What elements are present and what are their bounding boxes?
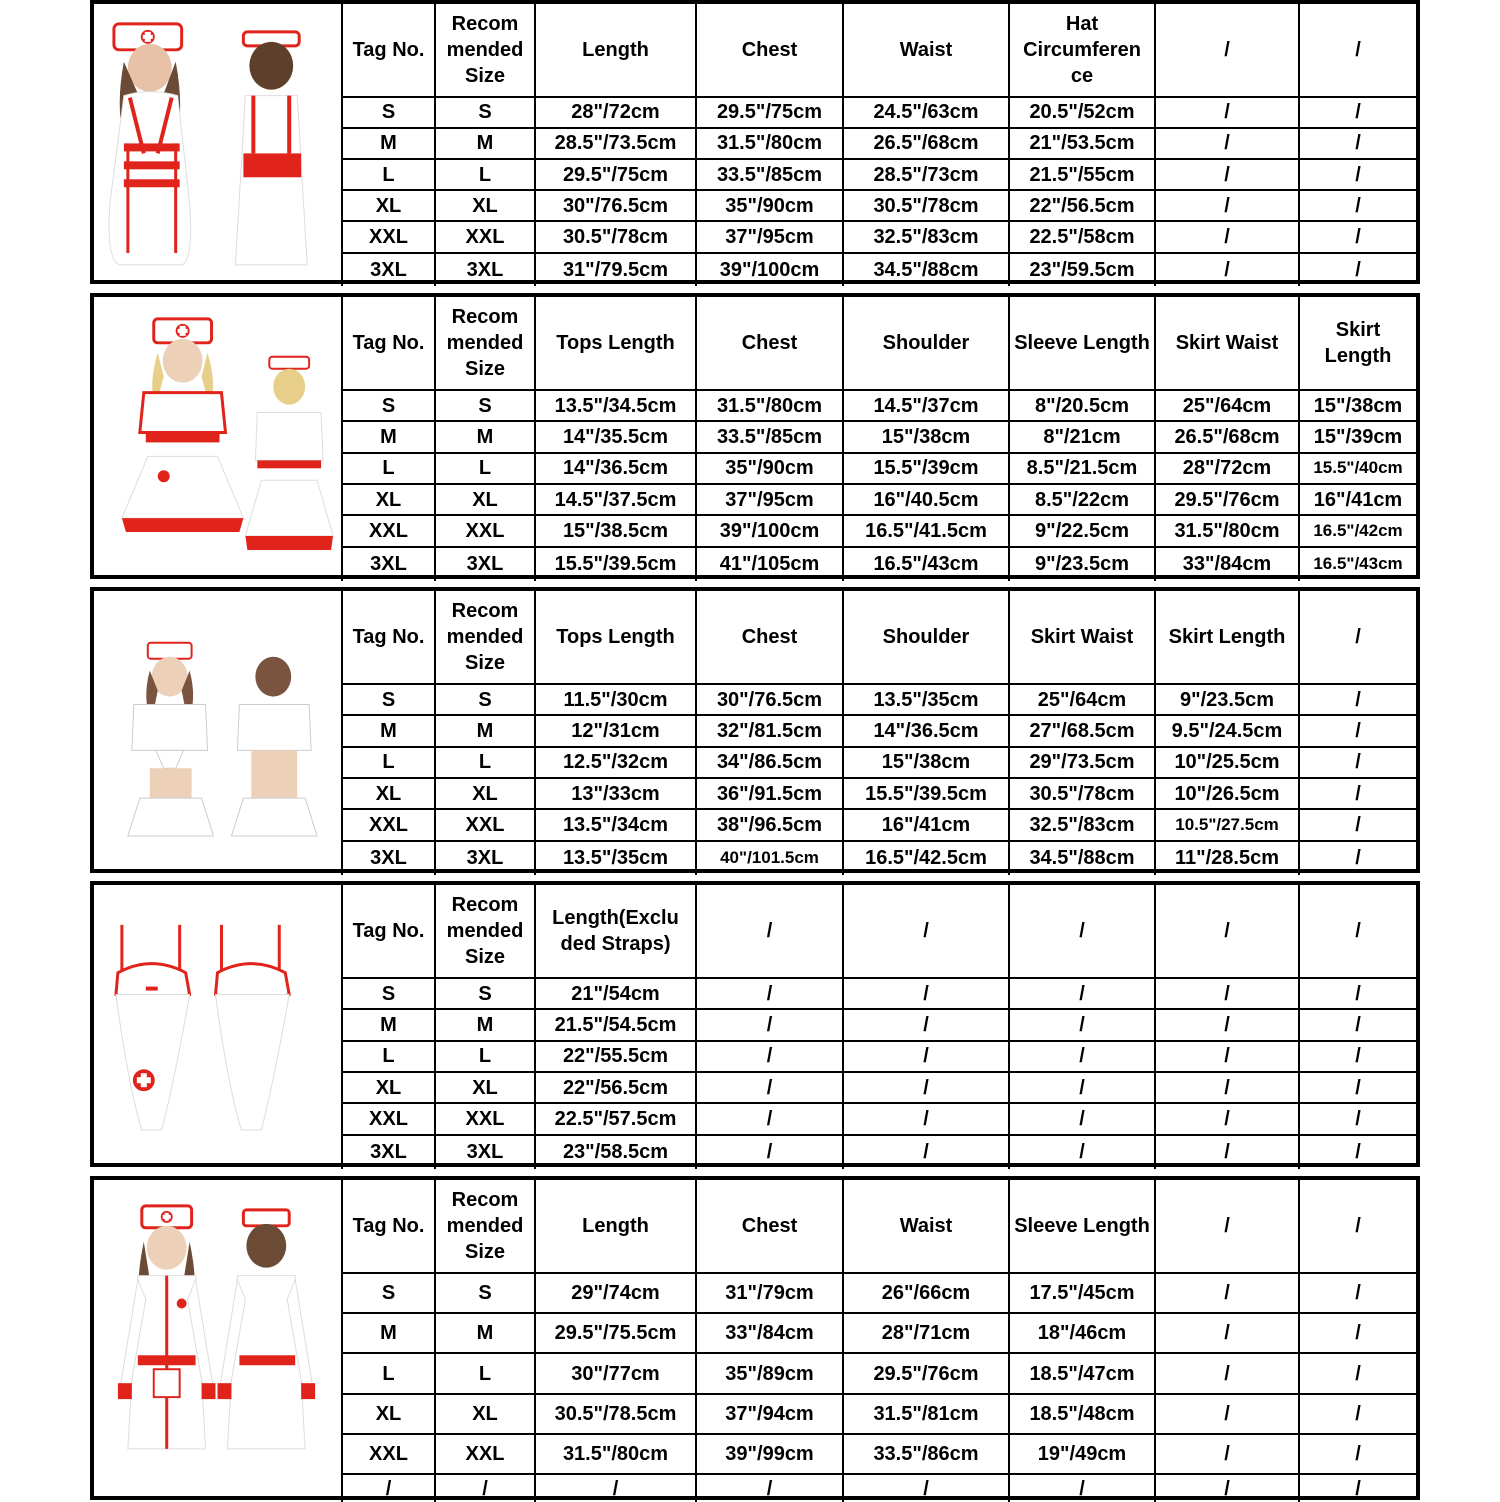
table-cell: 14"/35.5cm xyxy=(535,421,696,452)
table-cell: 24.5"/63cm xyxy=(843,97,1009,128)
product-illustration xyxy=(94,1180,342,1502)
header-recommended-size: Recom mended Size xyxy=(435,591,535,684)
header-hat-circumference: Hat Circumferen ce xyxy=(1009,4,1155,97)
header-length: Length xyxy=(535,4,696,97)
table-cell: 8.5"/22cm xyxy=(1009,484,1155,515)
table-cell: M xyxy=(435,715,535,746)
table-cell: / xyxy=(1155,1009,1299,1040)
table-cell: / xyxy=(1155,253,1299,286)
table-cell: L xyxy=(435,453,535,484)
table-cell: 22"/55.5cm xyxy=(535,1041,696,1072)
header-sleeve-length: Sleeve Length xyxy=(1009,1180,1155,1273)
header-sleeve-length: Sleeve Length xyxy=(1009,297,1155,390)
table-cell: 29.5"/76cm xyxy=(843,1353,1009,1393)
table-cell: / xyxy=(1299,1072,1416,1103)
header-skirt-waist: Skirt Waist xyxy=(1155,297,1299,390)
table-cell: XL xyxy=(342,778,435,809)
header-recommended-size: Recom mended Size xyxy=(435,885,535,978)
table-cell: / xyxy=(1155,159,1299,190)
table-cell: S xyxy=(435,97,535,128)
table-cell: 33.5"/85cm xyxy=(696,421,843,452)
table-cell: XL xyxy=(342,190,435,221)
table-cell: / xyxy=(696,1103,843,1134)
table-cell: 30.5"/78cm xyxy=(843,190,1009,221)
cage-dress-illustration xyxy=(94,4,341,279)
table-cell: / xyxy=(843,1474,1009,1501)
table-cell: 15.5"/39.5cm xyxy=(843,778,1009,809)
table-cell: 22.5"/58cm xyxy=(1009,221,1155,252)
table-cell: S xyxy=(342,978,435,1009)
table-cell: 25"/64cm xyxy=(1155,390,1299,421)
table-cell: / xyxy=(1009,1009,1155,1040)
table-cell: 10.5"/27.5cm xyxy=(1155,809,1299,840)
table-cell: 39"/100cm xyxy=(696,515,843,546)
header-empty: / xyxy=(1299,1180,1416,1273)
table-cell: XXL xyxy=(342,515,435,546)
table-cell: 30.5"/78cm xyxy=(1009,778,1155,809)
table-cell: 15"/39cm xyxy=(1299,421,1416,452)
header-recommended-size: Recom mended Size xyxy=(435,4,535,97)
table-cell: 33.5"/86cm xyxy=(843,1434,1009,1474)
table-cell: 33"/84cm xyxy=(1155,547,1299,581)
tie-top-skirt-illustration xyxy=(94,591,341,868)
table-cell: / xyxy=(1009,978,1155,1009)
table-cell: / xyxy=(696,1072,843,1103)
table-cell: M xyxy=(435,128,535,159)
table-cell: 29.5"/75.5cm xyxy=(535,1313,696,1353)
table-cell: 29"/73.5cm xyxy=(1009,747,1155,778)
table-cell: 14.5"/37.5cm xyxy=(535,484,696,515)
table-cell: L xyxy=(342,1353,435,1393)
table-cell: 3XL xyxy=(435,547,535,581)
table-cell: 21.5"/54.5cm xyxy=(535,1009,696,1040)
header-empty: / xyxy=(1155,4,1299,97)
table-cell: 32.5"/83cm xyxy=(843,221,1009,252)
table-cell: 30"/76.5cm xyxy=(535,190,696,221)
table-cell: XL xyxy=(435,190,535,221)
header-skirt-waist: Skirt Waist xyxy=(1009,591,1155,684)
table-cell: 13.5"/35cm xyxy=(535,841,696,875)
table-cell: 10"/26.5cm xyxy=(1155,778,1299,809)
table-cell: 35"/90cm xyxy=(696,453,843,484)
table-cell: 31.5"/80cm xyxy=(696,128,843,159)
product-illustration xyxy=(94,4,342,286)
table-cell: S xyxy=(435,390,535,421)
table-cell: 31"/79.5cm xyxy=(535,253,696,286)
table-cell: / xyxy=(696,1009,843,1040)
table-cell: 9"/23.5cm xyxy=(1155,684,1299,715)
table-cell: 31.5"/80cm xyxy=(535,1434,696,1474)
table-cell: 13.5"/34.5cm xyxy=(535,390,696,421)
table-cell: XXL xyxy=(435,1434,535,1474)
table-cell: S xyxy=(435,978,535,1009)
table-cell: 29.5"/76cm xyxy=(1155,484,1299,515)
table-cell: / xyxy=(696,978,843,1009)
size-chart-4 xyxy=(90,881,1420,1167)
table-cell: / xyxy=(1299,715,1416,746)
table-cell: 14"/36.5cm xyxy=(535,453,696,484)
table-cell: / xyxy=(1299,1474,1416,1501)
table-cell: 3XL xyxy=(435,1135,535,1169)
header-skirt-length: Skirt Length xyxy=(1155,591,1299,684)
table-cell: XXL xyxy=(435,221,535,252)
header-empty: / xyxy=(696,885,843,978)
table-cell: 13.5"/34cm xyxy=(535,809,696,840)
table-cell: 15.5"/40cm xyxy=(1299,453,1416,484)
table-cell: XL xyxy=(435,778,535,809)
table-cell: 15"/38cm xyxy=(843,421,1009,452)
header-skirt-length: Skirt Length xyxy=(1299,297,1416,390)
table-cell: / xyxy=(1155,1072,1299,1103)
header-empty: / xyxy=(1155,885,1299,978)
table-cell: / xyxy=(1155,190,1299,221)
table-cell: / xyxy=(1299,190,1416,221)
table-cell: 15.5"/39cm xyxy=(843,453,1009,484)
table-cell: M xyxy=(342,1009,435,1040)
table-cell: / xyxy=(1299,1313,1416,1353)
table-cell: 41"/105cm xyxy=(696,547,843,581)
table-cell: S xyxy=(342,390,435,421)
header-recommended-size: Recom mended Size xyxy=(435,1180,535,1273)
table-cell: L xyxy=(435,1041,535,1072)
bodysuit-illustration xyxy=(94,885,341,1162)
table-cell: 27"/68.5cm xyxy=(1009,715,1155,746)
header-tops-length: Tops Length xyxy=(535,297,696,390)
table-cell: / xyxy=(1299,221,1416,252)
table-cell: / xyxy=(1299,1103,1416,1134)
table-cell: 18.5"/48cm xyxy=(1009,1394,1155,1434)
table-cell: 12"/31cm xyxy=(535,715,696,746)
product-illustration xyxy=(94,885,342,1169)
table-cell: XXL xyxy=(435,809,535,840)
table-cell: / xyxy=(1299,1394,1416,1434)
table-cell: / xyxy=(1299,841,1416,875)
table-cell: 9.5"/24.5cm xyxy=(1155,715,1299,746)
table-cell: 16"/40.5cm xyxy=(843,484,1009,515)
table-cell: 16.5"/43cm xyxy=(843,547,1009,581)
table-cell: / xyxy=(1155,1103,1299,1134)
size-chart-5 xyxy=(90,1176,1420,1500)
table-cell: XL xyxy=(342,1072,435,1103)
table-cell: 18.5"/47cm xyxy=(1009,1353,1155,1393)
header-chest: Chest xyxy=(696,4,843,97)
table-cell: 18"/46cm xyxy=(1009,1313,1155,1353)
table-cell: 13.5"/35cm xyxy=(843,684,1009,715)
table-cell: 3XL xyxy=(435,841,535,875)
size-chart-3 xyxy=(90,587,1420,873)
table-cell: 11.5"/30cm xyxy=(535,684,696,715)
header-tag-no: Tag No. xyxy=(342,4,435,97)
table-cell: / xyxy=(1299,97,1416,128)
table-cell: / xyxy=(1299,1273,1416,1313)
table-cell: XL xyxy=(435,484,535,515)
header-waist: Waist xyxy=(843,4,1009,97)
header-tag-no: Tag No. xyxy=(342,885,435,978)
table-cell: L xyxy=(435,159,535,190)
table-cell: / xyxy=(1155,978,1299,1009)
table-cell: 9"/23.5cm xyxy=(1009,547,1155,581)
table-cell: S xyxy=(342,1273,435,1313)
table-cell: 16.5"/42cm xyxy=(1299,515,1416,546)
table-cell: / xyxy=(1009,1041,1155,1072)
table-cell: 9"/22.5cm xyxy=(1009,515,1155,546)
table-cell: XXL xyxy=(342,1103,435,1134)
table-cell: / xyxy=(843,1103,1009,1134)
table-cell: / xyxy=(1299,1135,1416,1169)
table-cell: / xyxy=(1299,1353,1416,1393)
table-cell: 29.5"/75cm xyxy=(696,97,843,128)
table-cell: S xyxy=(435,1273,535,1313)
table-cell: 31.5"/80cm xyxy=(1155,515,1299,546)
product-illustration xyxy=(94,297,342,581)
table-cell: 22"/56.5cm xyxy=(1009,190,1155,221)
table-cell: / xyxy=(1299,778,1416,809)
table-cell: 20.5"/52cm xyxy=(1009,97,1155,128)
table-cell: 15.5"/39.5cm xyxy=(535,547,696,581)
header-tops-length: Tops Length xyxy=(535,591,696,684)
header-chest: Chest xyxy=(696,591,843,684)
table-cell: / xyxy=(1009,1474,1155,1501)
table-cell: 8.5"/21.5cm xyxy=(1009,453,1155,484)
table-cell: 28"/72cm xyxy=(535,97,696,128)
table-cell: 16"/41cm xyxy=(843,809,1009,840)
table-cell: 40"/101.5cm xyxy=(696,841,843,875)
table-cell: S xyxy=(435,684,535,715)
table-cell: 23"/58.5cm xyxy=(535,1135,696,1169)
table-cell: 37"/95cm xyxy=(696,484,843,515)
table-cell: 12.5"/32cm xyxy=(535,747,696,778)
table-cell: 21"/54cm xyxy=(535,978,696,1009)
table-cell: / xyxy=(843,1072,1009,1103)
table-cell: 26.5"/68cm xyxy=(843,128,1009,159)
table-cell: 32.5"/83cm xyxy=(1009,809,1155,840)
table-cell: 26"/66cm xyxy=(843,1273,1009,1313)
table-cell: 36"/91.5cm xyxy=(696,778,843,809)
table-cell: 16.5"/42.5cm xyxy=(843,841,1009,875)
table-cell: 21"/53.5cm xyxy=(1009,128,1155,159)
table-cell: / xyxy=(1299,978,1416,1009)
table-cell: XL xyxy=(435,1394,535,1434)
table-cell: 15"/38cm xyxy=(843,747,1009,778)
table-cell: 29"/74cm xyxy=(535,1273,696,1313)
table-cell: 28"/71cm xyxy=(843,1313,1009,1353)
table-cell: 8"/20.5cm xyxy=(1009,390,1155,421)
table-cell: / xyxy=(1155,1273,1299,1313)
table-cell: 16.5"/43cm xyxy=(1299,547,1416,581)
table-cell: 15"/38.5cm xyxy=(535,515,696,546)
table-cell: 14.5"/37cm xyxy=(843,390,1009,421)
table-cell: 13"/33cm xyxy=(535,778,696,809)
table-cell: / xyxy=(1299,1009,1416,1040)
table-cell: / xyxy=(1155,1041,1299,1072)
header-tag-no: Tag No. xyxy=(342,1180,435,1273)
table-cell: / xyxy=(535,1474,696,1501)
table-cell: 3XL xyxy=(342,1135,435,1169)
table-cell: XXL xyxy=(435,515,535,546)
table-cell: 30"/76.5cm xyxy=(696,684,843,715)
product-illustration xyxy=(94,591,342,875)
table-cell: 32"/81.5cm xyxy=(696,715,843,746)
table-cell: 8"/21cm xyxy=(1009,421,1155,452)
table-cell: 39"/99cm xyxy=(696,1434,843,1474)
table-cell: / xyxy=(1155,1474,1299,1501)
table-cell: 34"/86.5cm xyxy=(696,747,843,778)
table-cell: XL xyxy=(435,1072,535,1103)
header-length: Length xyxy=(535,1180,696,1273)
table-cell: 10"/25.5cm xyxy=(1155,747,1299,778)
size-chart-2 xyxy=(90,293,1420,579)
table-cell: 25"/64cm xyxy=(1009,684,1155,715)
table-cell: 3XL xyxy=(342,841,435,875)
table-cell: 28"/72cm xyxy=(1155,453,1299,484)
table-cell: 35"/90cm xyxy=(696,190,843,221)
table-cell: / xyxy=(843,1041,1009,1072)
header-chest: Chest xyxy=(696,297,843,390)
table-cell: 39"/100cm xyxy=(696,253,843,286)
table-cell: XXL xyxy=(342,221,435,252)
table-cell: / xyxy=(1299,159,1416,190)
table-cell: 19"/49cm xyxy=(1009,1434,1155,1474)
table-cell: 17.5"/45cm xyxy=(1009,1273,1155,1313)
table-cell: 31.5"/81cm xyxy=(843,1394,1009,1434)
table-cell: / xyxy=(696,1474,843,1501)
long-sleeve-dress-illustration xyxy=(94,1180,341,1495)
table-cell: / xyxy=(843,1135,1009,1169)
table-cell: M xyxy=(435,421,535,452)
table-cell: / xyxy=(696,1135,843,1169)
table-cell: 34.5"/88cm xyxy=(843,253,1009,286)
table-cell: M xyxy=(342,715,435,746)
table-cell: XXL xyxy=(435,1103,535,1134)
table-cell: / xyxy=(1009,1103,1155,1134)
table-cell: / xyxy=(1155,1394,1299,1434)
table-cell: L xyxy=(342,747,435,778)
table-cell: 22"/56.5cm xyxy=(535,1072,696,1103)
table-cell: 3XL xyxy=(342,547,435,581)
table-cell: / xyxy=(1009,1072,1155,1103)
table-cell: L xyxy=(342,1041,435,1072)
header-empty: / xyxy=(1299,591,1416,684)
table-cell: S xyxy=(342,684,435,715)
header-tag-no: Tag No. xyxy=(342,591,435,684)
table-cell: / xyxy=(696,1041,843,1072)
table-cell: 37"/94cm xyxy=(696,1394,843,1434)
table-cell: L xyxy=(435,747,535,778)
header-length-excluded-straps: Length(Exclu ded Straps) xyxy=(535,885,696,978)
table-cell: 33.5"/85cm xyxy=(696,159,843,190)
table-cell: 33"/84cm xyxy=(696,1313,843,1353)
table-cell: / xyxy=(843,978,1009,1009)
table-cell: XL xyxy=(342,1394,435,1434)
table-cell: 26.5"/68cm xyxy=(1155,421,1299,452)
table-cell: 22.5"/57.5cm xyxy=(535,1103,696,1134)
table-cell: / xyxy=(1155,1313,1299,1353)
table-cell: / xyxy=(1155,1353,1299,1393)
table-cell: 38"/96.5cm xyxy=(696,809,843,840)
table-cell: L xyxy=(435,1353,535,1393)
table-cell: M xyxy=(342,1313,435,1353)
table-cell: / xyxy=(1299,128,1416,159)
header-recommended-size: Recom mended Size xyxy=(435,297,535,390)
table-cell: 34.5"/88cm xyxy=(1009,841,1155,875)
table-cell: L xyxy=(342,453,435,484)
table-cell: 21.5"/55cm xyxy=(1009,159,1155,190)
table-cell: XXL xyxy=(342,1434,435,1474)
size-chart-1 xyxy=(90,0,1420,284)
table-cell: M xyxy=(342,421,435,452)
table-cell: / xyxy=(1155,221,1299,252)
table-cell: 3XL xyxy=(342,253,435,286)
table-cell: 31.5"/80cm xyxy=(696,390,843,421)
header-chest: Chest xyxy=(696,1180,843,1273)
header-empty: / xyxy=(1299,4,1416,97)
table-cell: / xyxy=(1009,1135,1155,1169)
table-cell: 3XL xyxy=(435,253,535,286)
table-cell: / xyxy=(1299,747,1416,778)
table-cell: 35"/89cm xyxy=(696,1353,843,1393)
header-shoulder: Shoulder xyxy=(843,591,1009,684)
table-cell: 15"/38cm xyxy=(1299,390,1416,421)
table-cell: / xyxy=(1155,128,1299,159)
table-cell: XXL xyxy=(342,809,435,840)
table-cell: M xyxy=(342,128,435,159)
header-waist: Waist xyxy=(843,1180,1009,1273)
table-cell: S xyxy=(342,97,435,128)
table-cell: 31"/79cm xyxy=(696,1273,843,1313)
table-cell: / xyxy=(1299,253,1416,286)
table-cell: 30"/77cm xyxy=(535,1353,696,1393)
header-empty: / xyxy=(1299,885,1416,978)
table-cell: / xyxy=(843,1009,1009,1040)
table-cell: 28.5"/73cm xyxy=(843,159,1009,190)
table-cell: / xyxy=(1299,684,1416,715)
table-cell: 16"/41cm xyxy=(1299,484,1416,515)
header-empty: / xyxy=(1009,885,1155,978)
table-cell: 11"/28.5cm xyxy=(1155,841,1299,875)
table-cell: 37"/95cm xyxy=(696,221,843,252)
table-cell: / xyxy=(1299,809,1416,840)
table-cell: M xyxy=(435,1009,535,1040)
table-cell: 30.5"/78.5cm xyxy=(535,1394,696,1434)
header-empty: / xyxy=(843,885,1009,978)
table-cell: 28.5"/73.5cm xyxy=(535,128,696,159)
table-cell: 16.5"/41.5cm xyxy=(843,515,1009,546)
table-cell: / xyxy=(1299,1434,1416,1474)
table-cell: XL xyxy=(342,484,435,515)
table-cell: / xyxy=(1155,1135,1299,1169)
table-cell: / xyxy=(1155,1434,1299,1474)
header-shoulder: Shoulder xyxy=(843,297,1009,390)
table-cell: / xyxy=(342,1474,435,1501)
table-cell: 29.5"/75cm xyxy=(535,159,696,190)
table-cell: 23"/59.5cm xyxy=(1009,253,1155,286)
table-cell: L xyxy=(342,159,435,190)
table-cell: / xyxy=(1299,1041,1416,1072)
header-empty: / xyxy=(1155,1180,1299,1273)
header-tag-no: Tag No. xyxy=(342,297,435,390)
table-cell: / xyxy=(435,1474,535,1501)
table-cell: / xyxy=(1155,97,1299,128)
table-cell: M xyxy=(435,1313,535,1353)
table-cell: 14"/36.5cm xyxy=(843,715,1009,746)
crop-top-skirt-illustration xyxy=(94,297,341,574)
table-cell: 30.5"/78cm xyxy=(535,221,696,252)
